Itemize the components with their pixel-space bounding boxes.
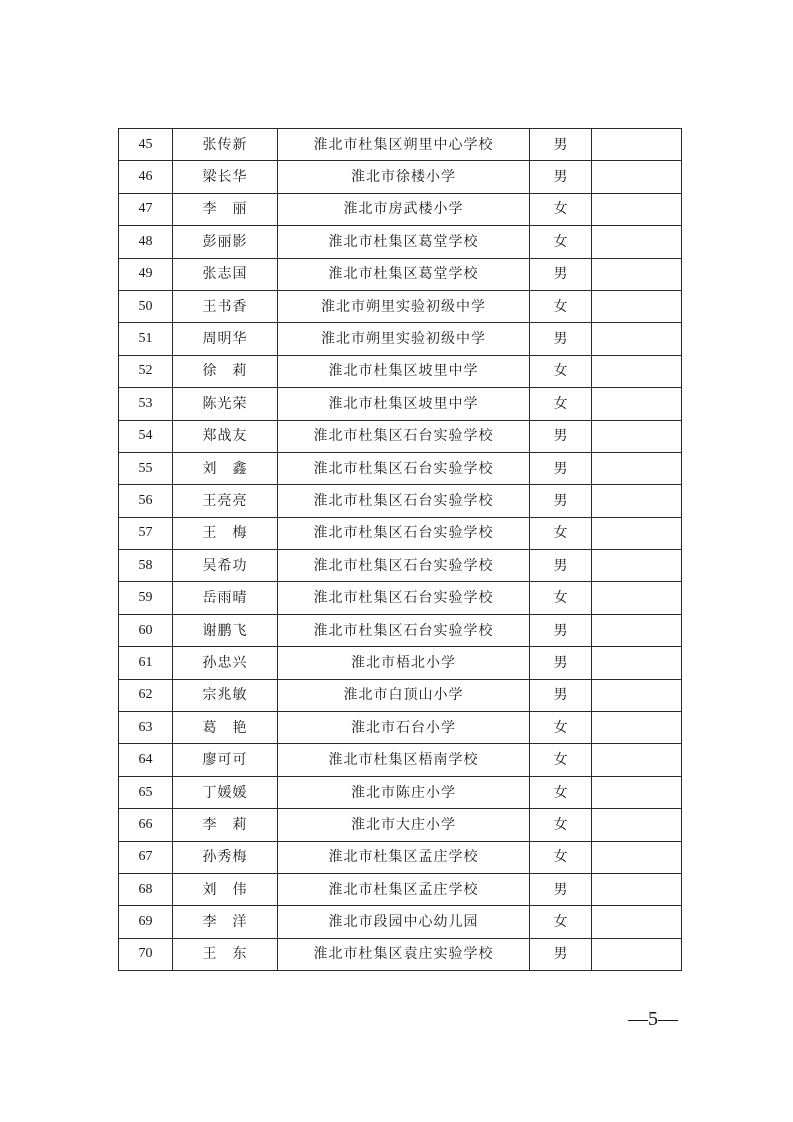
teacher-name-cell: 王 东 — [173, 938, 278, 970]
gender-cell: 女 — [530, 582, 592, 614]
school-name-cell: 淮北市杜集区石台实验学校 — [278, 452, 530, 484]
remark-cell — [592, 614, 682, 646]
row-number-cell: 68 — [119, 873, 173, 905]
row-number-cell: 52 — [119, 355, 173, 387]
row-number-cell: 69 — [119, 906, 173, 938]
row-number-cell: 65 — [119, 776, 173, 808]
remark-cell — [592, 873, 682, 905]
school-name-cell: 淮北市朔里实验初级中学 — [278, 323, 530, 355]
school-name-cell: 淮北市大庄小学 — [278, 809, 530, 841]
school-name-cell: 淮北市杜集区孟庄学校 — [278, 873, 530, 905]
table-row — [119, 776, 682, 808]
remark-cell — [592, 841, 682, 873]
teacher-name-cell: 王亮亮 — [173, 485, 278, 517]
remark-cell — [592, 647, 682, 679]
table-row — [119, 193, 682, 225]
remark-cell — [592, 129, 682, 161]
remark-cell — [592, 517, 682, 549]
table-row — [119, 355, 682, 387]
table-row — [119, 226, 682, 258]
gender-cell: 男 — [530, 614, 592, 646]
teacher-name-cell: 张传新 — [173, 129, 278, 161]
school-name-cell: 淮北市陈庄小学 — [278, 776, 530, 808]
school-name-cell: 淮北市房武楼小学 — [278, 193, 530, 225]
gender-cell: 男 — [530, 485, 592, 517]
gender-cell: 女 — [530, 517, 592, 549]
row-number-cell: 61 — [119, 647, 173, 679]
school-name-cell: 淮北市杜集区石台实验学校 — [278, 614, 530, 646]
school-name-cell: 淮北市杜集区梧南学校 — [278, 744, 530, 776]
teacher-name-cell: 张志国 — [173, 258, 278, 290]
row-number-cell: 57 — [119, 517, 173, 549]
table-row — [119, 290, 682, 322]
school-name-cell: 淮北市杜集区袁庄实验学校 — [278, 938, 530, 970]
table-row — [119, 679, 682, 711]
teacher-name-cell: 丁媛媛 — [173, 776, 278, 808]
school-name-cell: 淮北市梧北小学 — [278, 647, 530, 679]
remark-cell — [592, 679, 682, 711]
row-number-cell: 56 — [119, 485, 173, 517]
gender-cell: 女 — [530, 388, 592, 420]
gender-cell: 男 — [530, 323, 592, 355]
teacher-name-cell: 王书香 — [173, 290, 278, 322]
school-name-cell: 淮北市石台小学 — [278, 712, 530, 744]
remark-cell — [592, 452, 682, 484]
remark-cell — [592, 938, 682, 970]
teacher-name-cell: 李 洋 — [173, 906, 278, 938]
gender-cell: 女 — [530, 809, 592, 841]
teacher-name-cell: 徐 莉 — [173, 355, 278, 387]
table-row — [119, 647, 682, 679]
table-row — [119, 517, 682, 549]
school-name-cell: 淮北市朔里实验初级中学 — [278, 290, 530, 322]
school-name-cell: 淮北市白顶山小学 — [278, 679, 530, 711]
table-row — [119, 938, 682, 970]
school-name-cell: 淮北市杜集区石台实验学校 — [278, 582, 530, 614]
remark-cell — [592, 550, 682, 582]
school-name-cell: 淮北市杜集区坡里中学 — [278, 355, 530, 387]
table-row — [119, 712, 682, 744]
table-row — [119, 452, 682, 484]
row-number-cell: 62 — [119, 679, 173, 711]
row-number-cell: 48 — [119, 226, 173, 258]
gender-cell: 男 — [530, 938, 592, 970]
remark-cell — [592, 485, 682, 517]
row-number-cell: 67 — [119, 841, 173, 873]
remark-cell — [592, 290, 682, 322]
teacher-name-cell: 刘 伟 — [173, 873, 278, 905]
remark-cell — [592, 323, 682, 355]
school-name-cell: 淮北市段园中心幼儿园 — [278, 906, 530, 938]
table-row — [119, 323, 682, 355]
remark-cell — [592, 258, 682, 290]
school-name-cell: 淮北市杜集区石台实验学校 — [278, 420, 530, 452]
table-row — [119, 388, 682, 420]
gender-cell: 女 — [530, 712, 592, 744]
school-name-cell: 淮北市杜集区石台实验学校 — [278, 485, 530, 517]
school-name-cell: 淮北市杜集区石台实验学校 — [278, 550, 530, 582]
row-number-cell: 47 — [119, 193, 173, 225]
school-name-cell: 淮北市杜集区葛堂学校 — [278, 258, 530, 290]
gender-cell: 男 — [530, 873, 592, 905]
table-row — [119, 614, 682, 646]
teacher-name-cell: 刘 鑫 — [173, 452, 278, 484]
teacher-name-cell: 岳雨晴 — [173, 582, 278, 614]
teacher-name-cell: 彭丽影 — [173, 226, 278, 258]
remark-cell — [592, 355, 682, 387]
school-name-cell: 淮北市杜集区朔里中心学校 — [278, 129, 530, 161]
row-number-cell: 46 — [119, 161, 173, 193]
table-row — [119, 906, 682, 938]
table-row — [119, 485, 682, 517]
gender-cell: 女 — [530, 841, 592, 873]
gender-cell: 男 — [530, 258, 592, 290]
gender-cell: 女 — [530, 226, 592, 258]
teacher-name-cell: 陈光荣 — [173, 388, 278, 420]
school-name-cell: 淮北市杜集区石台实验学校 — [278, 517, 530, 549]
row-number-cell: 54 — [119, 420, 173, 452]
gender-cell: 女 — [530, 355, 592, 387]
teacher-name-cell: 李 丽 — [173, 193, 278, 225]
table-row — [119, 873, 682, 905]
teacher-name-cell: 廖可可 — [173, 744, 278, 776]
remark-cell — [592, 809, 682, 841]
remark-cell — [592, 193, 682, 225]
gender-cell: 男 — [530, 550, 592, 582]
table-row — [119, 420, 682, 452]
table-row — [119, 809, 682, 841]
table-row — [119, 582, 682, 614]
teacher-name-cell: 李 莉 — [173, 809, 278, 841]
school-name-cell: 淮北市杜集区葛堂学校 — [278, 226, 530, 258]
teacher-name-cell: 周明华 — [173, 323, 278, 355]
row-number-cell: 63 — [119, 712, 173, 744]
remark-cell — [592, 226, 682, 258]
row-number-cell: 64 — [119, 744, 173, 776]
table-row — [119, 841, 682, 873]
gender-cell: 女 — [530, 744, 592, 776]
gender-cell: 男 — [530, 452, 592, 484]
row-number-cell: 45 — [119, 129, 173, 161]
gender-cell: 男 — [530, 679, 592, 711]
remark-cell — [592, 906, 682, 938]
gender-cell: 女 — [530, 290, 592, 322]
teacher-name-cell: 孙忠兴 — [173, 647, 278, 679]
gender-cell: 男 — [530, 129, 592, 161]
row-number-cell: 60 — [119, 614, 173, 646]
remark-cell — [592, 161, 682, 193]
school-name-cell: 淮北市杜集区孟庄学校 — [278, 841, 530, 873]
remark-cell — [592, 388, 682, 420]
table-row — [119, 744, 682, 776]
row-number-cell: 55 — [119, 452, 173, 484]
school-name-cell: 淮北市杜集区坡里中学 — [278, 388, 530, 420]
row-number-cell: 59 — [119, 582, 173, 614]
table-row — [119, 550, 682, 582]
gender-cell: 男 — [530, 420, 592, 452]
page-number: —5— — [628, 1008, 678, 1030]
gender-cell: 女 — [530, 906, 592, 938]
roster-table-body — [119, 129, 682, 971]
remark-cell — [592, 712, 682, 744]
remark-cell — [592, 420, 682, 452]
gender-cell: 男 — [530, 647, 592, 679]
gender-cell: 女 — [530, 776, 592, 808]
teacher-name-cell: 吴希功 — [173, 550, 278, 582]
row-number-cell: 53 — [119, 388, 173, 420]
gender-cell: 女 — [530, 193, 592, 225]
gender-cell: 男 — [530, 161, 592, 193]
row-number-cell: 51 — [119, 323, 173, 355]
row-number-cell: 49 — [119, 258, 173, 290]
teacher-name-cell: 宗兆敏 — [173, 679, 278, 711]
row-number-cell: 66 — [119, 809, 173, 841]
row-number-cell: 70 — [119, 938, 173, 970]
table-row — [119, 161, 682, 193]
row-number-cell: 50 — [119, 290, 173, 322]
teacher-name-cell: 谢鹏飞 — [173, 614, 278, 646]
roster-table — [118, 128, 682, 971]
teacher-name-cell: 葛 艳 — [173, 712, 278, 744]
remark-cell — [592, 582, 682, 614]
teacher-name-cell: 梁长华 — [173, 161, 278, 193]
teacher-name-cell: 王 梅 — [173, 517, 278, 549]
teacher-name-cell: 孙秀梅 — [173, 841, 278, 873]
table-row — [119, 258, 682, 290]
school-name-cell: 淮北市徐楼小学 — [278, 161, 530, 193]
teacher-name-cell: 郑战友 — [173, 420, 278, 452]
row-number-cell: 58 — [119, 550, 173, 582]
table-row — [119, 129, 682, 161]
remark-cell — [592, 744, 682, 776]
remark-cell — [592, 776, 682, 808]
